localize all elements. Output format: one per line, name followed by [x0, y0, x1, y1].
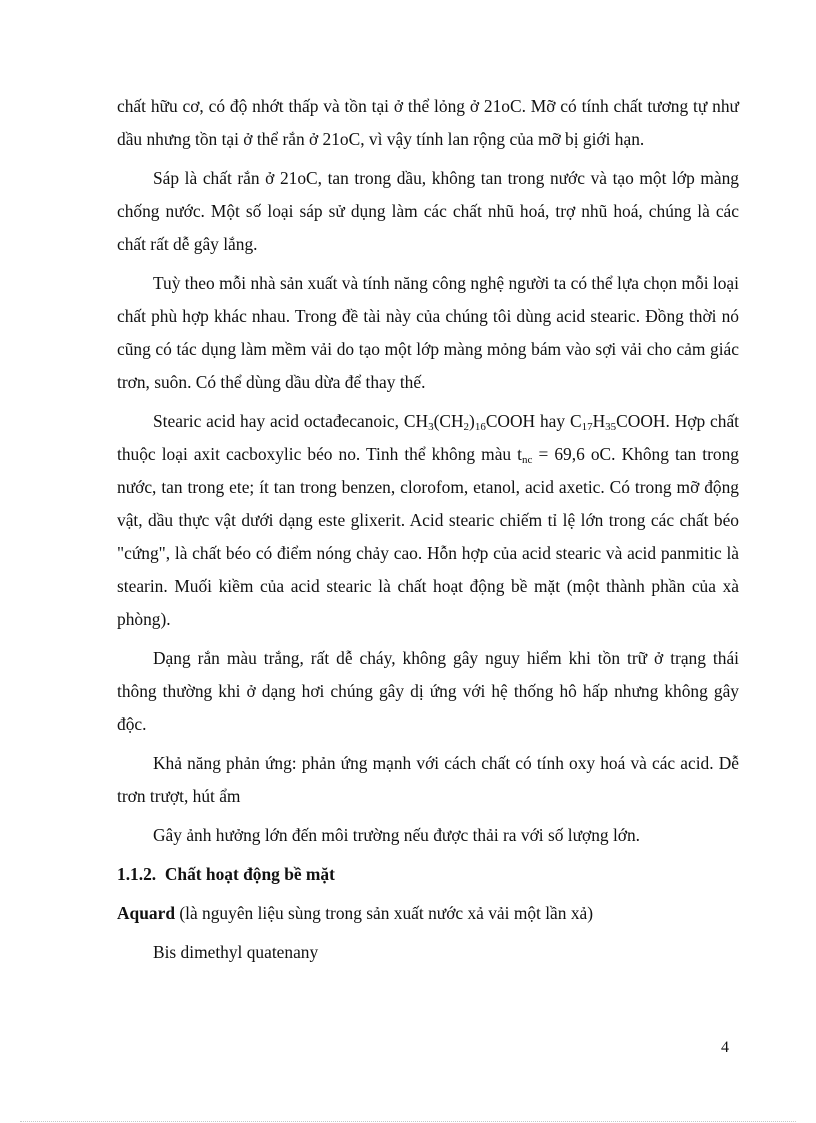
paragraph-stearic-acid [117, 405, 739, 636]
formula-1-sub: 16 [474, 421, 486, 433]
paragraph-environment: Gây ảnh hưởng lớn đến môi trường nếu được thải ra với số lượng lớn. [153, 825, 641, 845]
formula-1-part: ) [469, 411, 475, 431]
melting-sub: nc [522, 454, 533, 466]
formula-2 [570, 411, 670, 431]
formula-1-sub: 2 [463, 421, 470, 433]
paragraph-bis: Bis dimethyl quatenany [153, 942, 319, 962]
formula-2-part: COOH. [616, 411, 670, 431]
aquard-desc: (là nguyên liệu sùng trong sản xuất nước xả vải một lần xả) [175, 903, 594, 923]
paragraph-appearance: Dạng rắn màu trắng, rất dễ cháy, không gây nguy hiểm khi tồn trữ ở trạng thái thông thường khi ở dạng hơi chúng gây dị ứng với hệ thống hô hấp nhưng không gây độc. [117, 648, 739, 734]
stearic-mid: hay [535, 411, 570, 431]
formula-1-part: (CH [433, 411, 464, 431]
formula-1-part: COOH [485, 411, 536, 431]
stearic-rest: Không tan trong nước, tan trong ete; ít tan trong benzen, clorofom, etanol, acid axetic. Có trong mỡ động vật, dầu thực vật dưới dạng este glixerit. Acid stearic chiếm tỉ lệ lớn trong các chất béo "cứng", là chất béo có điểm nóng chảy cao. Hỗn hợp của acid stearic và acid panmitic là stearin. Muối kiềm của acid stearic là chất hoạt động bề mặt (một thành phần của xà phòng). [117, 444, 739, 629]
paragraph-reactivity: Khả năng phản ứng: phản ứng mạnh với cách chất có tính oxy hoá và các acid. Dễ trơn trượt, hút ẩm [117, 753, 739, 806]
paragraph-selection: Tuỳ theo mỗi nhà sản xuất và tính năng công nghệ người ta có thể lựa chọn mỗi loại chất phù hợp khác nhau. Trong đề tài này của chúng tôi dùng acid stearic. Đồng thời nó cũng có tác dụng làm mềm vải do tạo một lớp màng mỏng bám vào sợi vải cho cảm giác trơn, suôn. Có thể dùng dầu dừa để thay thế. [117, 273, 739, 392]
page-bottom-divider [20, 1121, 796, 1122]
paragraph-oils-fats: chất hữu cơ, có độ nhớt thấp và tồn tại ở thể lỏng ở 21oC. Mỡ có tính chất tương tự như dầu nhưng tồn tại ở thể rắn ở 21oC, vì vậy tính lan rộng của mỡ bị giới hạn. [117, 96, 739, 149]
stearic-sentence-2: Hợp chất thuộc loại axit cacboxylic béo no. Tinh thể không màu t [117, 411, 739, 464]
body-text [117, 90, 739, 975]
formula-2-sub: 17 [581, 421, 593, 433]
formula-2-part: H [592, 411, 606, 431]
paragraph-waxes: Sáp là chất rắn ở 21oC, tan trong dầu, không tan trong nước và tạo một lớp màng chống nước. Một số loại sáp sử dụng làm các chất nhũ hoá, trợ nhũ hoá, chúng là các chất rất dễ gây lắng. [117, 168, 739, 254]
formula-2-sub: 35 [605, 421, 617, 433]
formula-1-part: CH [403, 411, 429, 431]
page-number: 4 [721, 1039, 729, 1056]
melting-value: = 69,6 oC. [532, 444, 616, 464]
stearic-lead: Stearic acid hay acid octađecanoic, [153, 411, 404, 431]
formula-1 [404, 411, 535, 431]
formula-1-sub: 3 [428, 421, 434, 433]
aquard-name: Aquard [117, 903, 175, 923]
section-title: Chất hoạt động bề mặt [164, 864, 335, 884]
section-number: 1.1.2. [117, 864, 157, 884]
paragraph-aquard [117, 897, 739, 930]
section-heading [117, 858, 739, 891]
formula-2-part: C [570, 411, 582, 431]
